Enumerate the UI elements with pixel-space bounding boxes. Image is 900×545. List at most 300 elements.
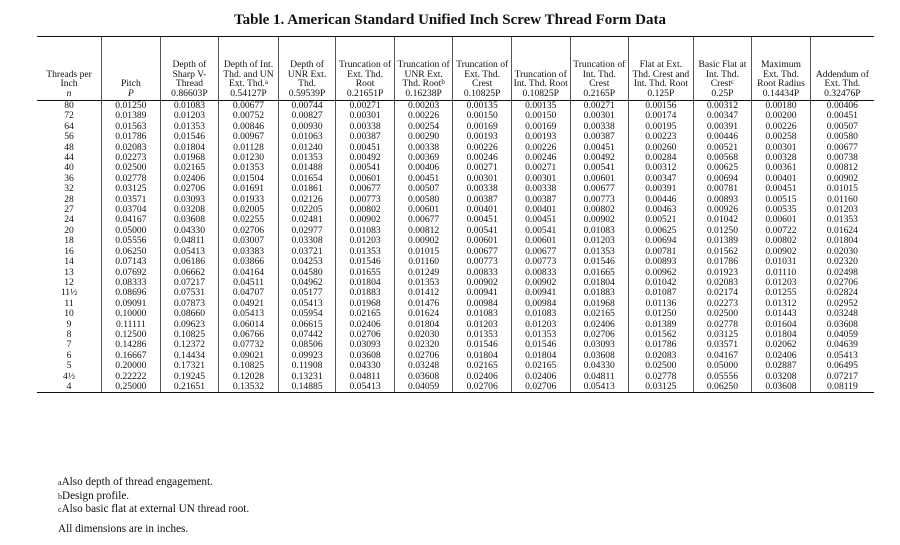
table-cell: 0.21651: [160, 382, 219, 393]
table-cell: 0.02406: [453, 372, 512, 382]
column-symbol: 0.54127P: [219, 89, 279, 101]
table-cell: 0.00150: [453, 111, 512, 121]
table-cell: 0.00926: [693, 205, 752, 215]
table-cell: 0.04962: [278, 278, 336, 288]
table-cell: 0.00677: [453, 247, 512, 257]
table-cell: 5: [66, 360, 72, 372]
table-cell: 0.01015: [394, 247, 453, 257]
table-cell: 0.03571: [102, 195, 161, 205]
table-cell: 0.00507: [394, 184, 453, 194]
table-cell: 0.00773: [336, 195, 395, 205]
table-cell: 80: [64, 100, 74, 111]
column-header-label: Depth of UNR Ext. Thd.: [287, 59, 327, 90]
table-cell: 0.03248: [810, 309, 874, 319]
table-cell: 0.00451: [752, 184, 811, 194]
table-cell: 0.09923: [278, 351, 336, 361]
table-cell: 0.04167: [102, 215, 161, 225]
table-cell: 0.00902: [394, 236, 453, 246]
table-cell: 32: [64, 183, 74, 195]
table-cell: 0.01933: [219, 195, 279, 205]
table-cell: 0.00677: [336, 184, 395, 194]
table-cell: 0.02030: [394, 330, 453, 340]
table-cell: 0.00738: [810, 153, 874, 163]
table-cell: 0.00580: [810, 132, 874, 142]
footnote-ref: b: [441, 78, 445, 87]
table-cell: 0.04921: [219, 299, 279, 309]
footnote-text: Also basic flat at external UN thread root.: [61, 503, 250, 516]
table-cell: 0.01250: [102, 101, 161, 112]
table-cell: 0.01624: [810, 226, 874, 236]
table-cell: 0.01488: [278, 163, 336, 173]
table-cell: 0.00902: [453, 278, 512, 288]
table-cell: 0.02706: [453, 382, 512, 393]
table-cell: 0.00312: [629, 163, 694, 173]
table-cell: 0.01389: [693, 236, 752, 246]
table-cell: 0.00271: [511, 163, 570, 173]
table-cell: 0.01249: [394, 268, 453, 278]
table-cell: 0.03093: [570, 340, 629, 350]
table-cell: 0.02165: [453, 361, 512, 371]
table-cell: 24: [64, 214, 74, 226]
thread-form-table: [37, 36, 874, 393]
column-header: [394, 37, 453, 90]
table-cell: 0.01042: [629, 278, 694, 288]
table-cell: 9: [66, 318, 72, 330]
table-row: [37, 340, 874, 350]
table-row: [37, 320, 874, 330]
table-cell: 0.00246: [511, 153, 570, 163]
table-cell: 0.04811: [160, 236, 219, 246]
table-cell: 0.02174: [693, 288, 752, 298]
table-cell: 10: [64, 308, 74, 320]
table-cell: 0.05413: [810, 351, 874, 361]
table-cell: 0.05000: [102, 226, 161, 236]
table-row: [37, 330, 874, 340]
table-cell: 0.00601: [453, 236, 512, 246]
table-cell: 0.00226: [453, 143, 512, 153]
column-header-label: Truncation of UNR Ext. Thd. Root: [397, 59, 450, 90]
table-cell: 0.01968: [336, 299, 395, 309]
table-cell: 0.14286: [102, 340, 161, 350]
table-cell: 0.01546: [511, 340, 570, 350]
table-cell: 0.00150: [511, 111, 570, 121]
table-cell: 0.00338: [570, 122, 629, 132]
table-cell: 0.03608: [160, 215, 219, 225]
table-cell: 0.01110: [752, 268, 811, 278]
table-cell: 0.00601: [336, 174, 395, 184]
table-cell: 0.02952: [810, 299, 874, 309]
column-header: [278, 37, 336, 90]
table-cell: 0.00833: [511, 268, 570, 278]
table-cell: 0.02406: [511, 372, 570, 382]
dimensions-note: All dimensions are in inches.: [58, 522, 189, 535]
table-cell: 0.03608: [570, 351, 629, 361]
table-cell: 0.05177: [278, 288, 336, 298]
table-cell: 0.00625: [629, 226, 694, 236]
table-cell: 14: [64, 256, 74, 268]
table-cell: 0.00677: [810, 143, 874, 153]
column-symbol: 0.86603P: [160, 89, 219, 101]
column-header-label: Truncation of Ext. Thd. Crest: [456, 59, 509, 90]
table-cell: 0.00451: [394, 174, 453, 184]
table-cell: 0.22222: [102, 372, 161, 382]
table-cell: 72: [64, 110, 74, 122]
table-cell: 36: [64, 172, 74, 184]
table-cell: 0.00744: [278, 101, 336, 112]
table-cell: 0.00694: [693, 174, 752, 184]
table-cell: 0.00387: [453, 195, 512, 205]
table-row: [37, 247, 874, 257]
table-cell: 0.00284: [629, 153, 694, 163]
table-cell: 0.01203: [810, 205, 874, 215]
table-cell: 0.03383: [219, 247, 279, 257]
table-row: [37, 195, 874, 205]
table-row: [37, 163, 874, 173]
table-cell: 0.01353: [453, 330, 512, 340]
table-cell: 0.02406: [752, 351, 811, 361]
column-header-label: Threads per Inch: [46, 68, 92, 90]
table-cell: 0.01562: [693, 247, 752, 257]
table-cell: 0.00625: [693, 163, 752, 173]
table-cell: 0.00156: [629, 101, 694, 112]
table-cell: 0.01883: [570, 288, 629, 298]
table-cell: 0.00451: [336, 143, 395, 153]
footnote-text: Also depth of thread engagement.: [61, 476, 213, 488]
table-cell: 0.01804: [160, 143, 219, 153]
table-row: [37, 351, 874, 361]
table-cell: 0.00193: [453, 132, 512, 142]
table-cell: 0.01203: [453, 320, 512, 330]
table-cell: 0.08506: [278, 340, 336, 350]
table-cell: 0.00271: [336, 101, 395, 112]
table-cell: 0.00406: [394, 163, 453, 173]
table-cell: 0.00802: [752, 236, 811, 246]
table-cell: 0.00694: [629, 236, 694, 246]
table-cell: 0.00180: [752, 101, 811, 112]
table-cell: 0.00541: [570, 163, 629, 173]
table-row: [37, 299, 874, 309]
table-cell: 0.19245: [160, 372, 219, 382]
table-cell: 0.01655: [336, 268, 395, 278]
table-cell: 0.00802: [570, 205, 629, 215]
table-cell: 0.00290: [394, 132, 453, 142]
table-cell: 0.01203: [511, 320, 570, 330]
table-cell: 0.06766: [219, 330, 279, 340]
table-cell: 0.01083: [160, 101, 219, 112]
table-cell: 0.04253: [278, 257, 336, 267]
table-cell: 0.01804: [810, 236, 874, 246]
table-body: [37, 101, 874, 393]
table-cell: 0.01353: [160, 122, 219, 132]
table-cell: 40: [64, 162, 74, 174]
table-cell: 0.01230: [219, 153, 279, 163]
table-cell: 0.01255: [752, 288, 811, 298]
table-cell: 0.02005: [219, 205, 279, 215]
table-cell: 0.00338: [336, 122, 395, 132]
table-cell: 0.07217: [810, 372, 874, 382]
table-cell: 0.08660: [160, 309, 219, 319]
table-cell: 0.00967: [219, 132, 279, 142]
table-cell: 0.01968: [160, 153, 219, 163]
table-cell: 0.00802: [336, 205, 395, 215]
table-cell: 0.08696: [102, 288, 161, 298]
table-cell: 0.03308: [278, 236, 336, 246]
table-cell: 0.09091: [102, 299, 161, 309]
table-cell: 0.00515: [752, 195, 811, 205]
table-cell: 0.01604: [752, 320, 811, 330]
table-row: [37, 153, 874, 163]
column-header: [570, 37, 629, 90]
column-symbol: P: [102, 89, 161, 101]
table-cell: 0.00902: [511, 278, 570, 288]
table-cell: 0.00193: [511, 132, 570, 142]
table-cell: 0.02706: [570, 330, 629, 340]
table-cell: 0.00451: [511, 215, 570, 225]
table-cell: 0.01203: [570, 236, 629, 246]
table-cell: 0.04811: [336, 372, 395, 382]
table-cell: 0.04511: [219, 278, 279, 288]
table-row: [37, 309, 874, 319]
column-symbol: 0.25P: [693, 89, 752, 101]
table-cell: 0.01562: [629, 330, 694, 340]
table-cell: 0.01160: [810, 195, 874, 205]
table-cell: 0.03608: [752, 382, 811, 393]
table-cell: 0.01804: [453, 351, 512, 361]
table-cell: 0.00580: [394, 195, 453, 205]
table-cell: 0.00930: [278, 122, 336, 132]
table-cell: 0.04164: [219, 268, 279, 278]
table-cell: 0.00401: [511, 205, 570, 215]
table-cell: 0.10825: [219, 361, 279, 371]
table-cell: 13: [64, 266, 74, 278]
table-cell: 0.01546: [453, 340, 512, 350]
table-cell: 0.05413: [219, 309, 279, 319]
table-cell: 12: [64, 276, 74, 288]
table-row: [37, 101, 874, 112]
table-cell: 0.00521: [693, 143, 752, 153]
table-cell: 0.00195: [629, 122, 694, 132]
table-cell: 0.02706: [219, 226, 279, 236]
column-symbol: 0.2165P: [570, 89, 629, 101]
table-cell: 0.00893: [629, 257, 694, 267]
table-cell: 0.00446: [629, 195, 694, 205]
table-cell: 0.01353: [336, 247, 395, 257]
table-cell: 0.07692: [102, 268, 161, 278]
table-cell: 0.01087: [629, 288, 694, 298]
footnotes: [58, 476, 249, 536]
table-cell: 0.00773: [570, 195, 629, 205]
table-cell: 0.04707: [219, 288, 279, 298]
table-cell: 0.00451: [453, 215, 512, 225]
table-cell: 0.00722: [752, 226, 811, 236]
table-cell: 0.00492: [336, 153, 395, 163]
table-cell: 0.00962: [629, 268, 694, 278]
table-cell: 0.00568: [693, 153, 752, 163]
table-cell: 0.00781: [629, 247, 694, 257]
footnote-text: Design profile.: [62, 489, 130, 502]
table-cell: 0.02887: [752, 361, 811, 371]
table-cell: 0.07442: [278, 330, 336, 340]
table-cell: 0.03721: [278, 247, 336, 257]
table-cell: 0.01412: [394, 288, 453, 298]
table-row: [37, 372, 874, 382]
table-cell: 0.02030: [810, 247, 874, 257]
table-cell: 0.00451: [570, 143, 629, 153]
table-cell: 0.06014: [219, 320, 279, 330]
table-cell: 0.02500: [629, 361, 694, 371]
table-cell: 0.00535: [752, 205, 811, 215]
table-cell: 0.14434: [160, 351, 219, 361]
table-title: Table 1. American Standard Unified Inch Screw Thread Form Data: [234, 12, 666, 28]
table-cell: 0.00391: [693, 122, 752, 132]
column-header: [219, 37, 279, 90]
table-row: [37, 174, 874, 184]
table-cell: 0.00773: [453, 257, 512, 267]
column-symbol: 0.125P: [629, 89, 694, 101]
footnote-ref: a: [264, 78, 268, 87]
table-cell: 0.01654: [278, 174, 336, 184]
table-cell: 0.00677: [394, 215, 453, 225]
footnote-mark: a: [58, 478, 62, 487]
table-cell: 0.01546: [336, 257, 395, 267]
table-cell: 0.02500: [693, 309, 752, 319]
table-cell: 0.01546: [570, 257, 629, 267]
table-cell: 0.01042: [693, 215, 752, 225]
table-cell: 0.00677: [219, 101, 279, 112]
table-cell: 0.02320: [394, 340, 453, 350]
table-cell: 0.00984: [453, 299, 512, 309]
table-cell: 0.01804: [752, 330, 811, 340]
table-cell: 11½: [60, 287, 78, 299]
table-cell: 0.00893: [693, 195, 752, 205]
table-cell: 0.02406: [570, 320, 629, 330]
table-cell: 0.00387: [336, 132, 395, 142]
table-cell: 0.00601: [570, 174, 629, 184]
table-cell: 64: [64, 120, 74, 132]
table-cell: 28: [64, 193, 74, 205]
table-cell: 0.00328: [752, 153, 811, 163]
table-cell: 0.02706: [160, 184, 219, 194]
table-row: [37, 184, 874, 194]
table-cell: 0.13532: [219, 382, 279, 393]
footnote-ref: c: [731, 78, 735, 87]
table-cell: 0.01203: [336, 236, 395, 246]
table-cell: 0.01804: [570, 278, 629, 288]
table-cell: 0.06615: [278, 320, 336, 330]
table-cell: 0.01312: [752, 299, 811, 309]
table-cell: 0.16667: [102, 351, 161, 361]
table-cell: 0.04059: [810, 330, 874, 340]
table-cell: 0.01203: [752, 278, 811, 288]
table-cell: 0.07873: [160, 299, 219, 309]
table-cell: 18: [64, 235, 74, 247]
table-cell: 0.00391: [629, 184, 694, 194]
table-cell: 0.01240: [278, 143, 336, 153]
table-cell: 0.01504: [219, 174, 279, 184]
table-cell: 0.06186: [160, 257, 219, 267]
table-cell: 0.02706: [336, 330, 395, 340]
column-header: [629, 37, 694, 90]
table-cell: 0.01353: [394, 278, 453, 288]
table-cell: 0.03125: [693, 330, 752, 340]
table-cell: 0.00338: [453, 184, 512, 194]
table-cell: 56: [64, 131, 74, 143]
table-cell: 0.10000: [102, 309, 161, 319]
table-cell: 0.02706: [810, 278, 874, 288]
column-header: [102, 37, 161, 90]
table-cell: 0.00541: [453, 226, 512, 236]
table-cell: 0.01083: [570, 226, 629, 236]
table-row: [37, 226, 874, 236]
column-header: [752, 37, 811, 90]
table-cell: 0.02083: [629, 351, 694, 361]
table-cell: 0.03571: [693, 340, 752, 350]
table-cell: 0.14885: [278, 382, 336, 393]
table-cell: 27: [64, 204, 74, 216]
table-cell: 0.02062: [752, 340, 811, 350]
table-cell: 0.05413: [160, 247, 219, 257]
table-cell: 0.01203: [160, 111, 219, 121]
table-cell: 0.00601: [394, 205, 453, 215]
table-cell: 0.01786: [629, 340, 694, 350]
table-cell: 0.04639: [810, 340, 874, 350]
column-symbol: 0.21651P: [336, 89, 395, 101]
table-cell: 0.03125: [102, 184, 161, 194]
table-cell: 8: [66, 328, 72, 340]
table-cell: 0.01968: [570, 299, 629, 309]
table-cell: 0.00902: [810, 174, 874, 184]
table-cell: 0.00254: [394, 122, 453, 132]
table-cell: 0.00827: [278, 111, 336, 121]
table-cell: 0.12372: [160, 340, 219, 350]
table-cell: 0.00677: [511, 247, 570, 257]
column-header-label: Truncation of Int. Thd. Root: [513, 68, 568, 90]
column-header: [511, 37, 570, 90]
table-cell: 0.01083: [511, 309, 570, 319]
table-cell: 0.11111: [102, 320, 161, 330]
table-cell: 0.01786: [693, 257, 752, 267]
column-header-label: Depth of Sharp V-Thread: [172, 59, 207, 90]
table-cell: 0.00135: [453, 101, 512, 112]
table-cell: 0.08119: [810, 382, 874, 393]
table-cell: 0.01804: [394, 320, 453, 330]
table-cell: 0.09021: [219, 351, 279, 361]
column-header-label: Flat at Ext. Thd. Crest and Int. Thd. Root: [632, 59, 690, 90]
table-cell: 7: [66, 339, 72, 351]
table-cell: 0.01804: [511, 351, 570, 361]
table-cell: 0.00347: [629, 174, 694, 184]
table-cell: 0.12500: [102, 330, 161, 340]
table-cell: 0.02083: [102, 143, 161, 153]
table-cell: 0.05954: [278, 309, 336, 319]
table-cell: 0.07217: [160, 278, 219, 288]
table-cell: 6: [66, 349, 72, 361]
table-cell: 0.00781: [693, 184, 752, 194]
table-cell: 0.00200: [752, 111, 811, 121]
table-cell: 0.03608: [394, 372, 453, 382]
table-cell: 16: [64, 245, 74, 257]
table-cell: 0.00226: [752, 122, 811, 132]
table-cell: 0.04059: [394, 382, 453, 393]
table-cell: 0.01476: [394, 299, 453, 309]
table-cell: 0.00338: [394, 143, 453, 153]
table-cell: 0.01786: [102, 132, 161, 142]
table-cell: 0.00361: [752, 163, 811, 173]
table-row: [37, 143, 874, 153]
table-cell: 0.02165: [570, 309, 629, 319]
table-row: [37, 278, 874, 288]
column-header: [693, 37, 752, 90]
